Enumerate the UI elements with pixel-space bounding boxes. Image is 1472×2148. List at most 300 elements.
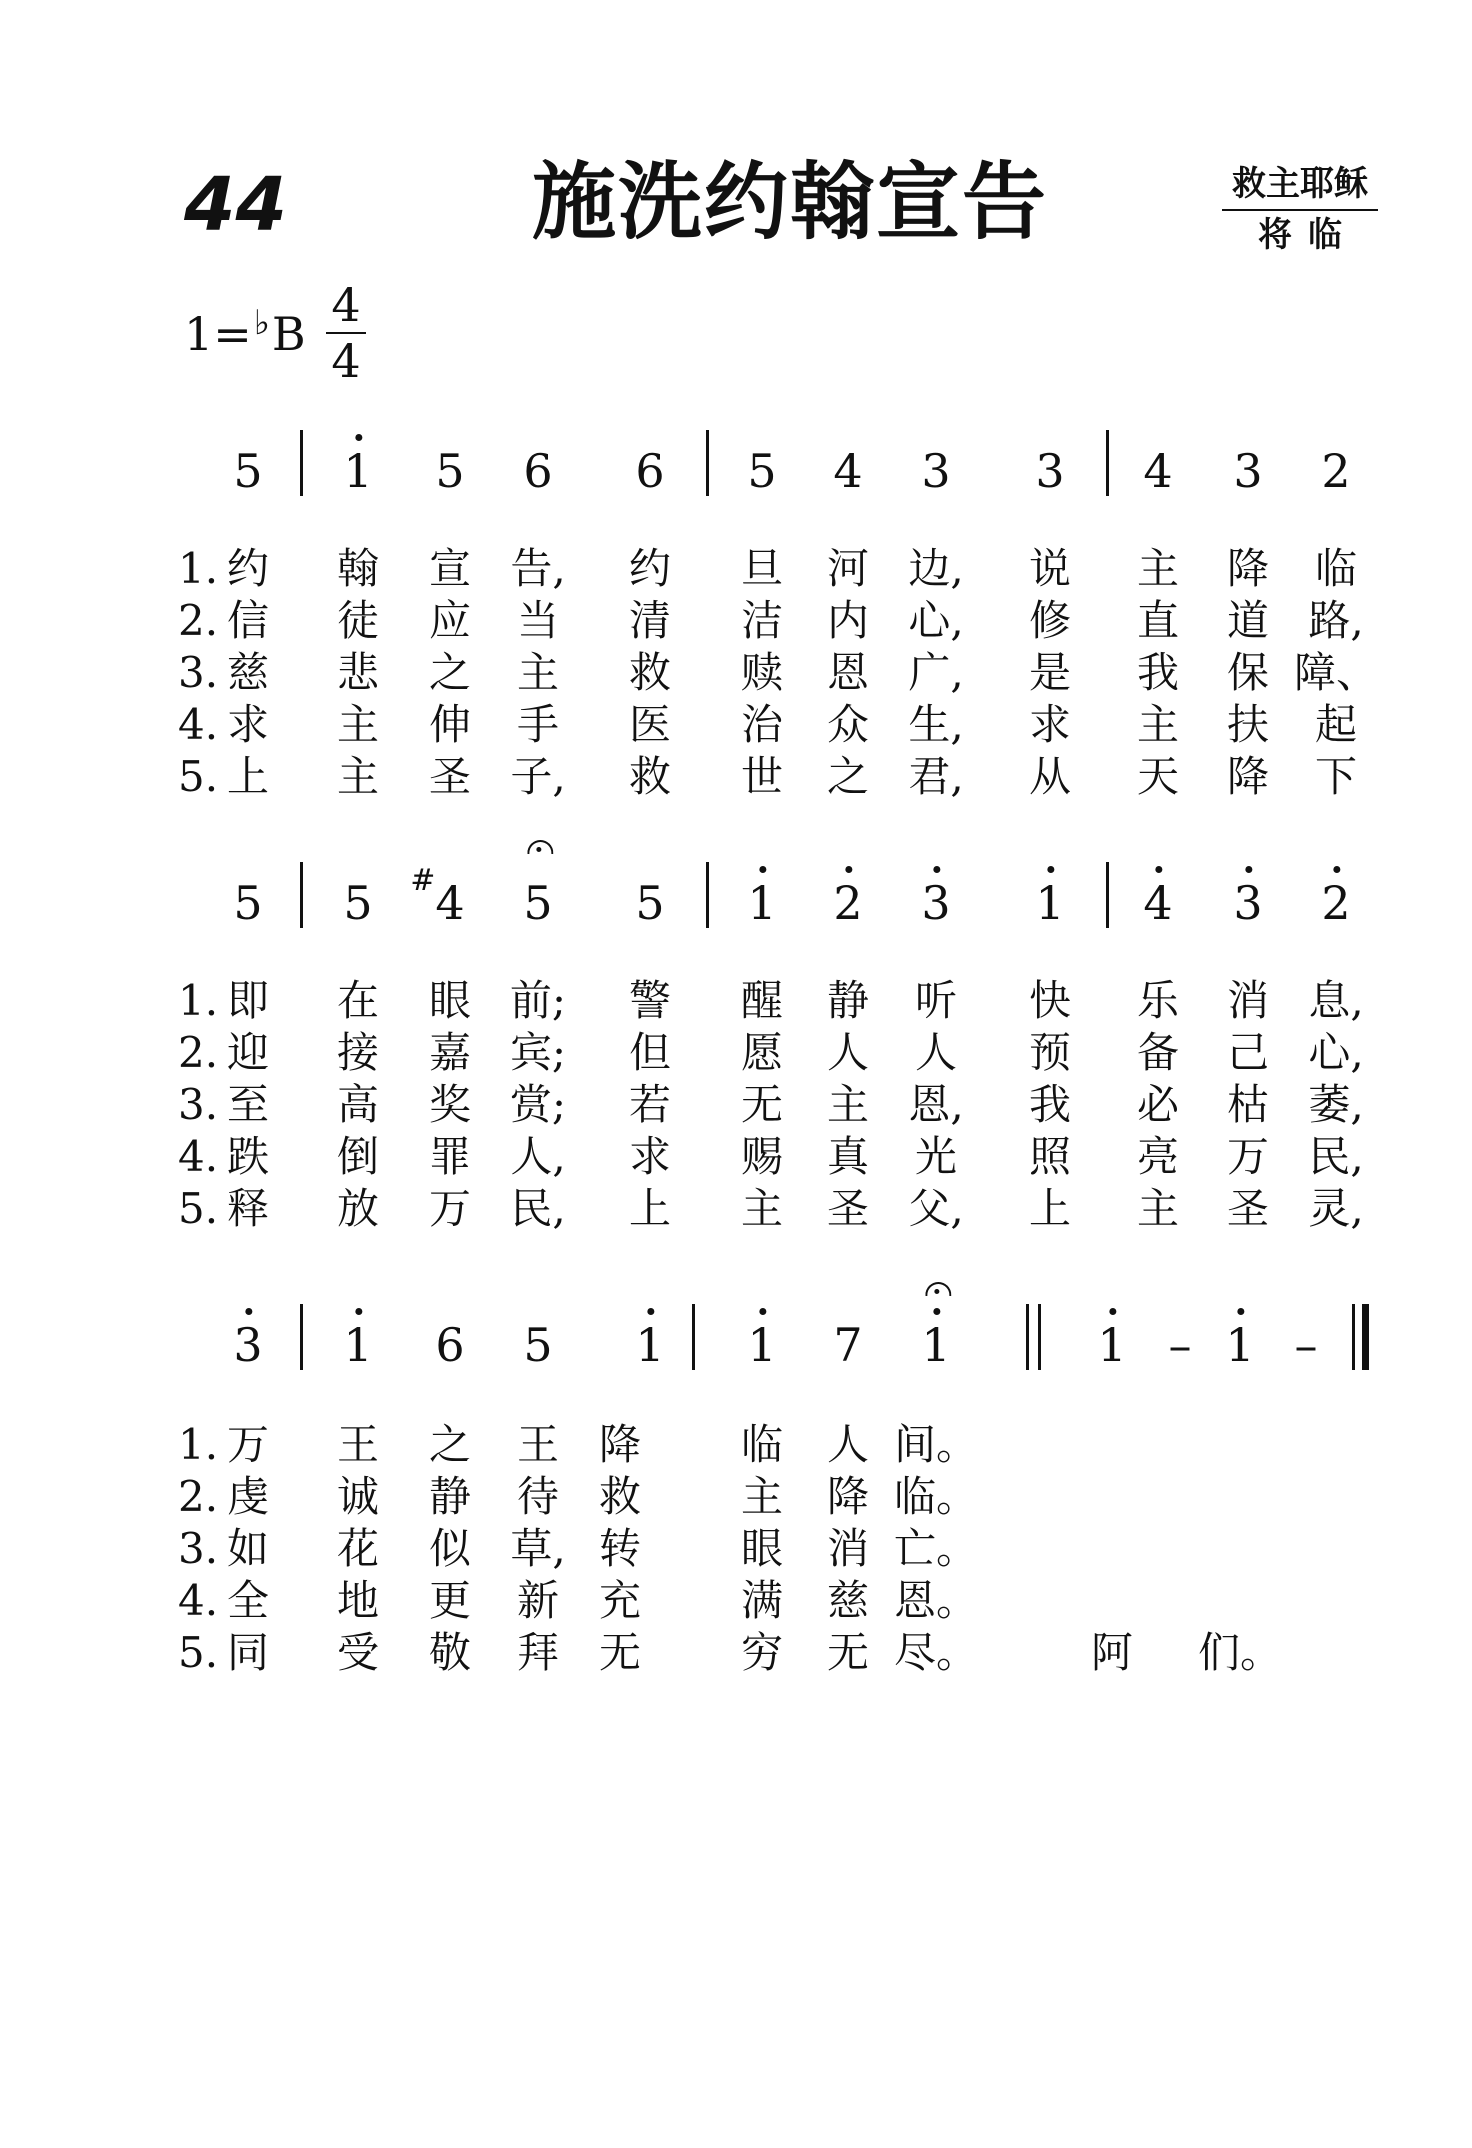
lyric-syllable: 静	[428, 1472, 472, 1521]
lyric-syllable: 萎,	[1308, 1080, 1364, 1129]
lyric-syllable: 内	[826, 596, 870, 645]
lyric-syllable: 宾;	[509, 1028, 567, 1077]
lyric-line	[0, 1420, 1472, 1474]
lyric-syllable: 信	[226, 596, 270, 645]
lyric-syllable: 亡。	[893, 1524, 979, 1573]
lyric-syllable: 恩	[826, 648, 870, 697]
lyric-syllable: 王	[336, 1420, 380, 1469]
lyric-syllable: 地	[336, 1576, 380, 1625]
lyric-syllable: 主	[826, 1080, 870, 1129]
lyric-syllable: 若	[628, 1080, 672, 1129]
lyric-line	[0, 1184, 1472, 1238]
lyric-syllable: 真	[826, 1132, 870, 1181]
lyric-syllable: 说	[1028, 544, 1072, 593]
lyric-syllable: 我	[1136, 648, 1180, 697]
lyric-syllable: 满	[740, 1576, 784, 1625]
note	[635, 876, 665, 930]
note-digit: 1	[343, 444, 373, 498]
lyric-syllable: 草,	[510, 1524, 566, 1573]
lyric-syllable: 赏;	[509, 1080, 567, 1129]
note	[233, 1318, 263, 1372]
hymn-title: 施洗约翰宣告	[532, 153, 1049, 251]
note	[233, 444, 263, 498]
lyric-line	[0, 1524, 1472, 1578]
lyric-syllable: 主	[1136, 700, 1180, 749]
lyric-syllable: 上	[628, 1184, 672, 1233]
lyric-syllable: 己	[1226, 1028, 1270, 1077]
lyric-syllable: 直	[1136, 596, 1180, 645]
lyric-syllable: 洁	[740, 596, 784, 645]
bar-line	[1352, 1304, 1355, 1370]
lyric-syllable: 圣	[826, 1184, 870, 1233]
lyric-syllable: 至	[226, 1080, 270, 1129]
note-digit: 2	[1321, 444, 1351, 498]
fermata-icon	[925, 1282, 951, 1296]
lyric-syllable: 当	[516, 596, 560, 645]
note-digit: 3	[921, 444, 951, 498]
note	[921, 444, 951, 498]
verse-number: 2.	[178, 1472, 219, 1521]
octave-dot-icon	[933, 866, 940, 873]
octave-dot-icon	[1245, 866, 1252, 873]
note-digit: 3	[233, 1318, 263, 1372]
hymn-number: 44	[184, 162, 287, 248]
lyric-syllable: 快	[1028, 976, 1072, 1025]
verse-number: 4.	[178, 700, 219, 749]
lyric-syllable: 从	[1028, 752, 1072, 801]
verse-number: 1.	[178, 544, 219, 593]
note	[435, 444, 465, 498]
lyric-syllable: 降	[1226, 752, 1270, 801]
note-digit: 5	[233, 444, 263, 498]
note	[1097, 1318, 1127, 1372]
lyric-syllable: 万	[226, 1420, 270, 1469]
lyric-syllable: 息,	[1308, 976, 1364, 1025]
lyric-syllable: 人	[826, 1420, 870, 1469]
lyric-syllable: 但	[628, 1028, 672, 1077]
flat-icon: ♭	[253, 303, 270, 343]
lyric-syllable: 救	[628, 752, 672, 801]
note	[410, 863, 465, 930]
lyric-syllable: 赐	[740, 1132, 784, 1181]
note-digit: 2	[833, 876, 863, 930]
lyric-syllable: 尽。	[893, 1628, 979, 1677]
note	[1233, 444, 1263, 498]
lyric-syllable: 王	[516, 1420, 560, 1469]
lyric-syllable: 边,	[908, 544, 964, 593]
lyric-syllable: 君,	[908, 752, 964, 801]
lyric-syllable: 眼	[428, 976, 472, 1025]
verse-number: 5.	[178, 752, 219, 801]
lyric-syllable: 救	[598, 1472, 642, 1521]
lyric-syllable: 临	[1314, 544, 1358, 593]
lyric-syllable: 慈	[826, 1576, 870, 1625]
lyric-syllable: 醒	[740, 976, 784, 1025]
bar-line	[706, 430, 709, 496]
lyric-line	[0, 1080, 1472, 1134]
lyric-syllable: 备	[1136, 1028, 1180, 1077]
lyric-syllable: 跌	[226, 1132, 270, 1181]
note	[1143, 444, 1173, 498]
verse-number: 4.	[178, 1132, 219, 1181]
lyric-syllable: 放	[336, 1184, 380, 1233]
lyric-syllable: 受	[336, 1628, 380, 1677]
lyric-syllable: 诚	[336, 1472, 380, 1521]
lyric-syllable: 世	[740, 752, 784, 801]
octave-dot-icon	[355, 1308, 362, 1315]
lyric-syllable: 预	[1028, 1028, 1072, 1077]
lyric-syllable: 主	[336, 700, 380, 749]
octave-dot-icon	[759, 1308, 766, 1315]
lyric-syllable: 嘉	[428, 1028, 472, 1077]
verse-number: 5.	[178, 1628, 219, 1677]
lyric-syllable: 罪	[428, 1132, 472, 1181]
note-digit: 4	[1143, 444, 1173, 498]
lyric-syllable: 上	[226, 752, 270, 801]
note-digit: 5	[343, 876, 373, 930]
lyric-syllable: 手	[516, 700, 560, 749]
lyric-syllable: 释	[226, 1184, 270, 1233]
category-line2: 将临	[1258, 214, 1358, 255]
note	[343, 444, 373, 498]
lyric-syllable: 障、	[1293, 648, 1379, 697]
lyric-syllable: 敬	[428, 1628, 472, 1677]
lyric-syllable: 悲	[336, 648, 380, 697]
lyric-syllable: 救	[628, 648, 672, 697]
verse-number: 1.	[178, 976, 219, 1025]
verse-number: 1.	[178, 1420, 219, 1469]
note-digit: 5	[523, 1318, 553, 1372]
category-label	[1222, 164, 1378, 256]
note-digit: 3	[1035, 444, 1065, 498]
bar-line	[300, 862, 303, 928]
lyric-line	[0, 976, 1472, 1030]
lyric-syllable: 路,	[1308, 596, 1364, 645]
lyric-syllable: 花	[336, 1524, 380, 1573]
note	[523, 1318, 553, 1372]
lyric-syllable: 子,	[510, 752, 566, 801]
lyric-syllable: 上	[1028, 1184, 1072, 1233]
note	[921, 876, 951, 930]
sharp-icon: #	[410, 863, 436, 898]
lyric-syllable: 父,	[908, 1184, 964, 1233]
lyric-syllable: 约	[628, 544, 672, 593]
lyric-syllable: 人,	[510, 1132, 566, 1181]
note	[523, 444, 553, 498]
note	[1294, 1318, 1318, 1372]
lyric-syllable: 赎	[740, 648, 784, 697]
lyric-syllable: 保	[1226, 648, 1270, 697]
note	[343, 876, 373, 930]
lyric-syllable: 新	[516, 1576, 560, 1625]
note-digit: 1	[747, 1318, 777, 1372]
lyric-syllable: 求	[628, 1132, 672, 1181]
lyric-syllable: 降	[598, 1420, 642, 1469]
lyric-line	[0, 1472, 1472, 1526]
lyric-syllable: 降	[1226, 544, 1270, 593]
lyric-syllable: 似	[428, 1524, 472, 1573]
bar-line	[1038, 1304, 1041, 1370]
note-digit: 6	[635, 444, 665, 498]
lyric-syllable: 广,	[908, 648, 964, 697]
lyric-syllable: 民,	[510, 1184, 566, 1233]
note	[1035, 444, 1065, 498]
note-digit: 5	[523, 876, 553, 930]
note	[747, 1318, 777, 1372]
lyric-syllable: 之	[826, 752, 870, 801]
lyric-syllable: 徒	[336, 596, 380, 645]
note-digit: 1	[1225, 1318, 1255, 1372]
lyric-syllable: 阿	[1090, 1628, 1134, 1677]
note-digit: 4	[435, 876, 465, 930]
bar-line	[706, 862, 709, 928]
verse-number: 3.	[178, 1524, 219, 1573]
lyric-syllable: 恩,	[908, 1080, 964, 1129]
lyric-syllable: 灵,	[1308, 1184, 1364, 1233]
lyric-syllable: 更	[428, 1576, 472, 1625]
bar-line	[300, 430, 303, 496]
note-digit: 5	[635, 876, 665, 930]
lyric-syllable: 接	[336, 1028, 380, 1077]
note	[1233, 876, 1263, 930]
note-digit: 2	[1321, 876, 1351, 930]
note	[1321, 876, 1351, 930]
bar-line	[300, 1304, 303, 1370]
lyric-syllable: 转	[598, 1524, 642, 1573]
lyric-syllable: 应	[428, 596, 472, 645]
note	[833, 876, 863, 930]
lyric-syllable: 求	[1028, 700, 1072, 749]
octave-dot-icon	[1155, 866, 1162, 873]
lyric-syllable: 慈	[226, 648, 270, 697]
lyric-syllable: 亮	[1136, 1132, 1180, 1181]
lyric-syllable: 愿	[740, 1028, 784, 1077]
note	[523, 876, 553, 930]
note	[747, 876, 777, 930]
lyric-syllable: 众	[826, 700, 870, 749]
lyric-line	[0, 752, 1472, 806]
lyric-line	[0, 648, 1472, 702]
key-prefix: 1=	[184, 307, 252, 361]
lyric-syllable: 虔	[226, 1472, 270, 1521]
lyric-syllable: 乐	[1136, 976, 1180, 1025]
verse-number: 2.	[178, 596, 219, 645]
lyric-syllable: 民,	[1308, 1132, 1364, 1181]
lyric-syllable: 我	[1028, 1080, 1072, 1129]
lyric-syllable: 拜	[516, 1628, 560, 1677]
meter-bottom: 4	[331, 334, 361, 388]
key-signature	[184, 303, 306, 361]
lyric-syllable: 天	[1136, 752, 1180, 801]
lyric-syllable: 倒	[336, 1132, 380, 1181]
note	[747, 444, 777, 498]
meter-top: 4	[331, 278, 361, 332]
lyric-syllable: 必	[1136, 1080, 1180, 1129]
lyric-syllable: 主	[336, 752, 380, 801]
note-digit: 5	[233, 876, 263, 930]
note-digit: 1	[921, 1318, 951, 1372]
octave-dot-icon	[1109, 1308, 1116, 1315]
category-line1: 救主耶稣	[1222, 164, 1378, 211]
lyric-syllable: 消	[826, 1524, 870, 1573]
fermata-icon	[527, 840, 553, 854]
lyric-syllable: 之	[428, 648, 472, 697]
lyric-syllable: 扶	[1226, 700, 1270, 749]
note-digit: 3	[1233, 444, 1263, 498]
lyric-syllable: 无	[740, 1080, 784, 1129]
note-digit: –	[1294, 1318, 1318, 1372]
note	[1143, 876, 1173, 930]
note-digit: 3	[1233, 876, 1263, 930]
lyric-syllable: 翰	[336, 544, 380, 593]
lyric-syllable: 是	[1028, 648, 1072, 697]
note-digit: 3	[921, 876, 951, 930]
lyric-syllable: 医	[628, 700, 672, 749]
lyric-line	[0, 544, 1472, 598]
lyric-syllable: 消	[1226, 976, 1270, 1025]
lyric-line	[0, 1132, 1472, 1186]
note-digit: 4	[833, 444, 863, 498]
lyric-syllable: 枯	[1226, 1080, 1270, 1129]
bar-line	[1362, 1304, 1369, 1370]
note-digit: 1	[635, 1318, 665, 1372]
lyric-syllable: 主	[1136, 544, 1180, 593]
note-digit: 1	[747, 876, 777, 930]
lyric-syllable: 降	[826, 1472, 870, 1521]
lyric-syllable: 清	[628, 596, 672, 645]
note-digit: 7	[833, 1318, 863, 1372]
lyric-syllable: 人	[914, 1028, 958, 1077]
lyric-syllable: 高	[336, 1080, 380, 1129]
octave-dot-icon	[1047, 866, 1054, 873]
note-digit: 1	[343, 1318, 373, 1372]
lyric-line	[0, 1628, 1472, 1682]
lyric-syllable: 治	[740, 700, 784, 749]
lyric-syllable: 主	[740, 1472, 784, 1521]
lyric-syllable: 间。	[893, 1420, 979, 1469]
note	[1035, 876, 1065, 930]
lyric-syllable: 听	[914, 976, 958, 1025]
bar-line	[692, 1304, 695, 1370]
octave-dot-icon	[1237, 1308, 1244, 1315]
lyric-syllable: 奖	[428, 1080, 472, 1129]
note	[833, 444, 863, 498]
lyric-syllable: 约	[226, 544, 270, 593]
lyric-syllable: 静	[826, 976, 870, 1025]
lyric-syllable: 迎	[226, 1028, 270, 1077]
time-signature	[326, 278, 366, 388]
lyric-syllable: 无	[826, 1628, 870, 1677]
verse-number: 3.	[178, 1080, 219, 1129]
note-digit: 5	[747, 444, 777, 498]
note-digit: 1	[1097, 1318, 1127, 1372]
lyric-syllable: 照	[1028, 1132, 1072, 1181]
note	[635, 1318, 665, 1372]
note	[233, 876, 263, 930]
note-digit: 4	[1143, 876, 1173, 930]
octave-dot-icon	[933, 1308, 940, 1315]
lyric-syllable: 待	[516, 1472, 560, 1521]
lyric-syllable: 伸	[428, 700, 472, 749]
note	[833, 1318, 863, 1372]
lyric-syllable: 们。	[1197, 1628, 1283, 1677]
bar-line	[1106, 862, 1109, 928]
lyric-syllable: 起	[1314, 700, 1358, 749]
lyric-syllable: 临。	[893, 1472, 979, 1521]
lyric-syllable: 人	[826, 1028, 870, 1077]
note	[1321, 444, 1351, 498]
lyric-line	[0, 596, 1472, 650]
lyric-syllable: 同	[226, 1628, 270, 1677]
note	[921, 1318, 951, 1372]
note	[1225, 1318, 1255, 1372]
verse-number: 4.	[178, 1576, 219, 1625]
note	[435, 1318, 465, 1372]
lyric-syllable: 主	[1136, 1184, 1180, 1233]
lyric-syllable: 修	[1028, 596, 1072, 645]
lyric-line	[0, 1028, 1472, 1082]
note	[1168, 1318, 1192, 1372]
lyric-syllable: 警	[628, 976, 672, 1025]
note-digit: 6	[523, 444, 553, 498]
lyric-syllable: 如	[226, 1524, 270, 1573]
lyric-syllable: 宣	[428, 544, 472, 593]
note-digit: –	[1168, 1318, 1192, 1372]
note-digit: 5	[435, 444, 465, 498]
octave-dot-icon	[245, 1308, 252, 1315]
octave-dot-icon	[647, 1308, 654, 1315]
note-digit: 1	[1035, 876, 1065, 930]
lyric-syllable: 求	[226, 700, 270, 749]
octave-dot-icon	[355, 434, 362, 441]
lyric-syllable: 之	[428, 1420, 472, 1469]
lyric-syllable: 充	[598, 1576, 642, 1625]
note-digit: 6	[435, 1318, 465, 1372]
lyric-syllable: 下	[1314, 752, 1358, 801]
lyric-syllable: 圣	[1226, 1184, 1270, 1233]
lyric-syllable: 生,	[908, 700, 964, 749]
lyric-syllable: 主	[740, 1184, 784, 1233]
verse-number: 5.	[178, 1184, 219, 1233]
lyric-syllable: 河	[826, 544, 870, 593]
lyric-syllable: 穷	[740, 1628, 784, 1677]
lyric-syllable: 万	[1226, 1132, 1270, 1181]
octave-dot-icon	[759, 866, 766, 873]
lyric-syllable: 前;	[509, 976, 567, 1025]
note	[635, 444, 665, 498]
octave-dot-icon	[1333, 866, 1340, 873]
lyric-syllable: 主	[516, 648, 560, 697]
lyric-syllable: 在	[336, 976, 380, 1025]
lyric-syllable: 心,	[1308, 1028, 1364, 1077]
lyric-line	[0, 1576, 1472, 1630]
verse-number: 3.	[178, 648, 219, 697]
lyric-syllable: 心,	[908, 596, 964, 645]
verse-number: 2.	[178, 1028, 219, 1077]
lyric-syllable: 万	[428, 1184, 472, 1233]
note	[343, 1318, 373, 1372]
key-note: B	[271, 307, 306, 361]
lyric-syllable: 恩。	[893, 1576, 979, 1625]
lyric-syllable: 道	[1226, 596, 1270, 645]
lyric-syllable: 告,	[510, 544, 566, 593]
bar-line	[1106, 430, 1109, 496]
lyric-syllable: 即	[226, 976, 270, 1025]
bar-line	[1026, 1304, 1029, 1370]
lyric-syllable: 临	[740, 1420, 784, 1469]
lyric-syllable: 全	[226, 1576, 270, 1625]
lyric-syllable: 眼	[740, 1524, 784, 1573]
